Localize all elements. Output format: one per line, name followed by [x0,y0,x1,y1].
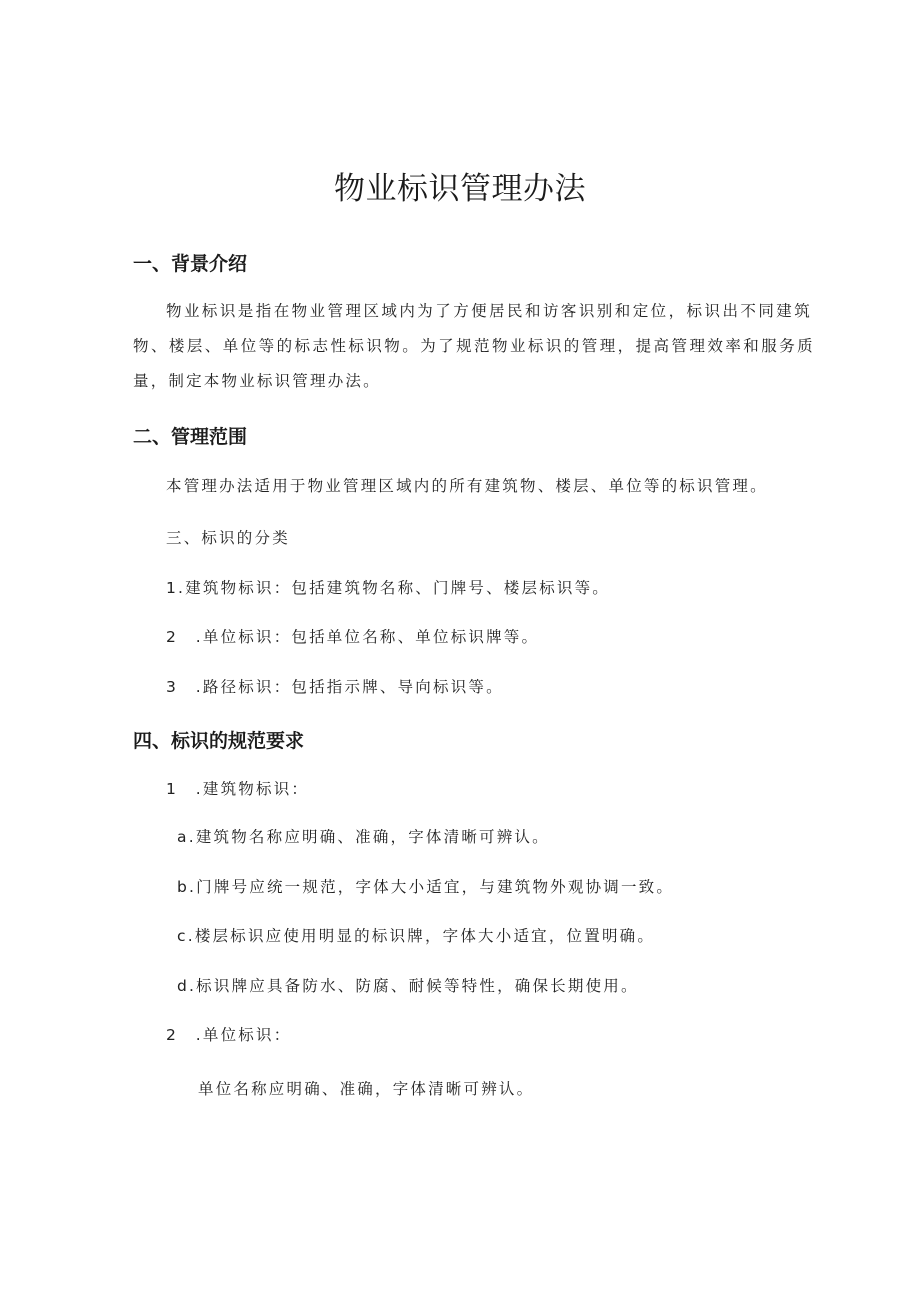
paragraph-line: 量，制定本物业标识管理办法。 [133,372,381,390]
classification-item: 2 .单位标识：包括单位名称、单位标识牌等。 [166,628,540,646]
background-paragraph [133,294,816,399]
section-heading-classification: 三、标识的分类 [166,529,290,547]
requirement-sub-label: 2 .单位标识： [166,1026,292,1044]
document-title: 物业标识管理办法 [334,171,586,207]
requirement-sub-label: 1 .建筑物标识： [166,780,310,798]
paragraph-line: 物业标识是指在物业管理区域内为了方便居民和访客识别和定位，标识出不同建筑 [166,302,813,320]
scope-paragraph: 本管理办法适用于物业管理区域内的所有建筑物、楼层、单位等的标识管理。 [166,477,768,495]
requirement-item: d.标识牌应具备防水、防腐、耐候等特性，确保长期使用。 [177,977,639,995]
section-heading-background: 一、背景介绍 [133,253,248,275]
requirement-item: 单位名称应明确、准确，字体清晰可辨认。 [198,1080,535,1098]
requirement-item: c.楼层标识应使用明显的标识牌，字体大小适宜，位置明确。 [177,927,656,945]
section-heading-requirements: 四、标识的规范要求 [133,730,305,752]
section-heading-scope: 二、管理范围 [133,426,248,448]
requirement-item: a.建筑物名称应明确、准确，字体清晰可辨认。 [177,828,550,846]
classification-item: 3 .路径标识：包括指示牌、导向标识等。 [166,678,504,696]
classification-item: 1.建筑物标识：包括建筑物名称、门牌号、楼层标识等。 [166,579,610,597]
paragraph-line: 物、楼层、单位等的标志性标识物。为了规范物业标识的管理，提高管理效率和服务质 [133,337,816,355]
requirement-item: b.门牌号应统一规范，字体大小适宜，与建筑物外观协调一致。 [177,878,675,896]
